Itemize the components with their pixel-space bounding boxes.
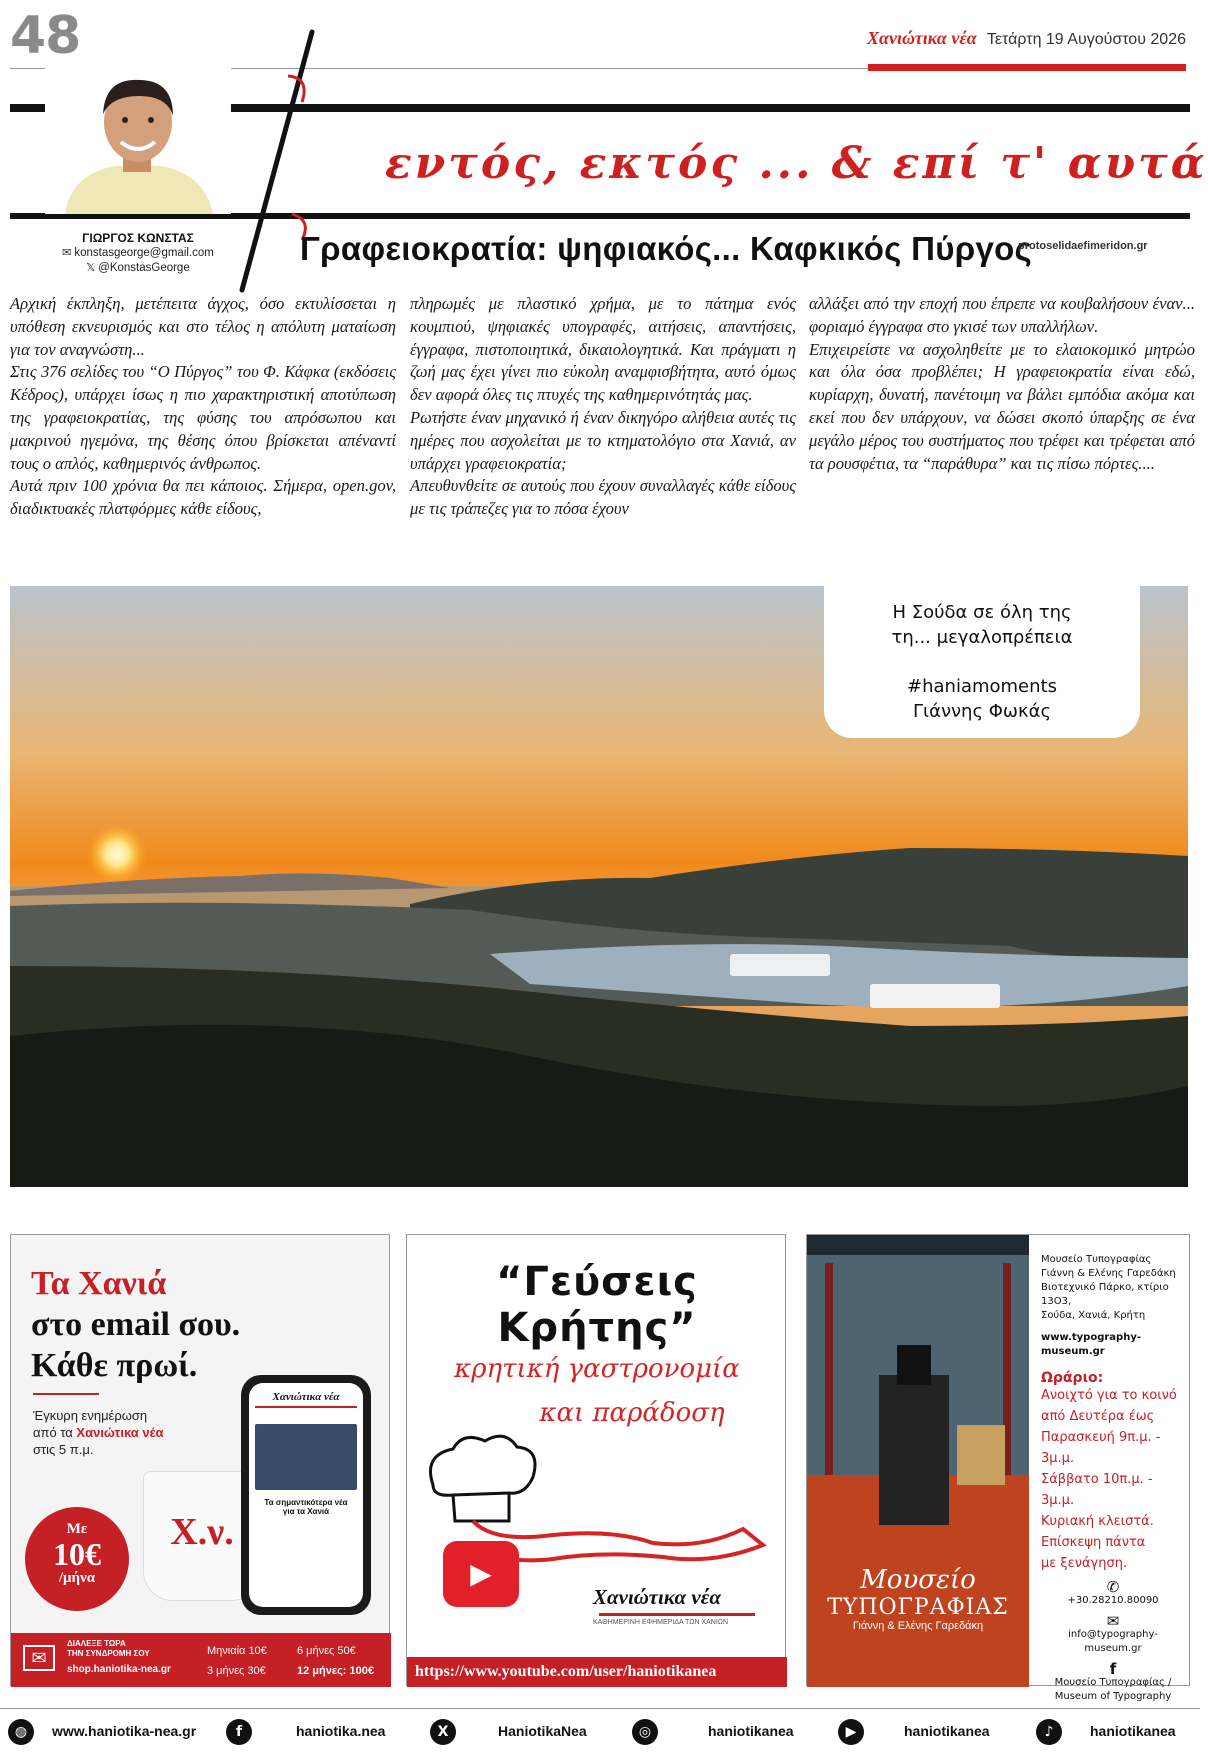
ad-headline-line: στο email σου. <box>31 1306 241 1343</box>
price-option: 3 μήνες 30€ <box>207 1665 266 1677</box>
x-icon[interactable]: X <box>430 1719 456 1745</box>
price-badge <box>25 1507 129 1611</box>
museum-address: Γιάννη & Ελένης Γαρεδάκη <box>1041 1268 1176 1279</box>
article-headline: Γραφειοκρατία: ψηφιακός... Καφκικός Πύργος <box>300 230 1033 267</box>
phone-brand: Χανιώτικα νέα <box>272 1391 340 1403</box>
footer-facebook[interactable]: haniotika.nea <box>296 1723 386 1739</box>
price-option: 12 μήνες: 100€ <box>297 1665 374 1677</box>
author-email[interactable]: konstasgeorge@gmail.com <box>74 247 214 259</box>
price-option: Μηνιαία 10€ <box>207 1645 267 1657</box>
article-column-2 <box>410 293 796 521</box>
article-column-1 <box>10 293 396 521</box>
badge-label: /μήνα <box>58 1570 96 1586</box>
hours-line: Σάββατο 10π.μ. - 3μ.μ. <box>1041 1472 1153 1508</box>
caption-line: τη... μεγαλοπρέπεια <box>891 627 1073 648</box>
ad-info: από τα <box>33 1425 73 1440</box>
mail-icon: ✉ <box>1106 1612 1120 1630</box>
byline <box>48 231 228 276</box>
tastes-of-crete-ad[interactable] <box>406 1234 786 1686</box>
phone-image <box>255 1424 357 1490</box>
header-red-bar <box>868 64 1186 71</box>
paragraph: Ρωτήστε έναν μηχανικό ή έναν δικηγόρο αλήθεια αυτές τις ημέρες που ασχολείται με το κτηματολόγιο στα Χανιά, αν υπάρχει γραφειοκρατία; <box>410 407 796 473</box>
ad-info: Έγκυρη ενημέρωση <box>33 1408 148 1423</box>
youtube-icon[interactable]: ▶ <box>838 1719 864 1745</box>
hours-title: Ωράριο: <box>1041 1370 1104 1386</box>
museum-address: Μουσείο Τυπογραφίας <box>1041 1254 1152 1265</box>
price-option: 6 μήνες 50€ <box>297 1645 356 1657</box>
museum-email[interactable]: info@typography-museum.gr <box>1068 1629 1158 1654</box>
page-number: 48 <box>10 6 81 66</box>
cta-line: ΔΙΑΛΕΞΕ ΤΩΡΑ <box>67 1639 126 1648</box>
author-name: ΓΙΩΡΓΟΣ ΚΩΝΣΤΑΣ <box>82 231 194 245</box>
ad-brand: Χανιώτικα νέα <box>593 1585 721 1609</box>
hours-line: Παρασκευή 9π.μ. - 3μ.μ. <box>1041 1430 1161 1466</box>
footer-youtube[interactable]: haniotikanea <box>904 1723 990 1739</box>
globe-icon: ◍ <box>8 1719 34 1745</box>
phone-mockup <box>241 1375 371 1615</box>
museum-facebook[interactable]: Museum of Typography <box>1054 1691 1172 1702</box>
youtube-play-icon[interactable]: ▶ <box>443 1541 519 1607</box>
paragraph: Στις 376 σελίδες του “Ο Πύργος” του Φ. Κάφκα (εκδόσεις Κέδρος), υπάρχει ίσως η πιο χαρακτηριστική αποτύπωση της γραφειοκρατίας, της φύσης του απρόσωπου και μακρινού ηγεμόνα, της θέσης όπου βρίσκεται απέναντί τους ο απλός, καθημερινός άνθρωπος. <box>10 362 396 473</box>
issue-date: Τετάρτη 19 Αυγούστου 2026 <box>986 31 1186 48</box>
phone-caption: για τα Χανιά <box>282 1507 330 1516</box>
paragraph: Αυτά πριν 100 χρόνια θα πει κάποιος. Σήμερα, open.gov, διαδικτυακές πλατφόρμες κάθε είδους, <box>10 476 396 519</box>
author-twitter[interactable]: @KonstasGeorge <box>98 262 190 274</box>
logo-line: Γιάννη & Ελένης Γαρεδάκη <box>852 1620 984 1632</box>
footer-website[interactable]: www.haniotika-nea.gr <box>52 1723 197 1739</box>
mug-logo: Χ.ν. <box>170 1511 234 1553</box>
ad-headline-line: Τα Χανιά <box>31 1265 167 1302</box>
hours-line: Επίσκεψη πάντα <box>1041 1535 1146 1550</box>
photo-caption <box>824 586 1140 738</box>
museum-facebook[interactable]: Μουσείο Τυπογραφίας / <box>1054 1677 1172 1688</box>
paragraph: αλλάξει από την εποχή που έπρεπε να κουβαλήσουν έναν... φοριαμό έγγραφα στο γκισέ των υπαλλήλων. <box>809 294 1195 336</box>
ad-subtitle: και παράδοση <box>539 1398 725 1428</box>
column-slogan: εντός, εκτός ... & επί τ' αυτά <box>385 138 1208 189</box>
email-subscription-ad[interactable] <box>10 1234 390 1686</box>
subscription-bar[interactable] <box>11 1633 391 1687</box>
hours-line: Κυριακή κλειστά. <box>1041 1514 1154 1529</box>
facebook-icon: f <box>1109 1660 1117 1678</box>
hours-line: με ξενάγηση. <box>1041 1556 1128 1571</box>
museum-address: Βιοτεχνικό Πάρκο, κτίριο 13Ο3, <box>1041 1282 1169 1307</box>
ad-rule <box>599 1613 755 1616</box>
museum-logo <box>807 1565 1029 1632</box>
ad-headline-line: Κάθε πρωί. <box>31 1347 198 1384</box>
museum-address: Σούδα, Χανιά, Κρήτη <box>1041 1310 1146 1321</box>
museum-website[interactable]: www.typography-museum.gr <box>1041 1332 1141 1357</box>
watermark: protoselidaefimeridon.gr <box>1018 240 1148 252</box>
badge-label: Με <box>66 1521 88 1537</box>
photo-credit: Γιάννης Φωκάς <box>912 701 1052 722</box>
ad-info: στις 5 π.μ. <box>33 1442 94 1457</box>
ad-subtitle: κρητική γαστρονομία <box>454 1354 740 1384</box>
typography-museum-ad[interactable] <box>806 1234 1190 1702</box>
hours-line: Ανοιχτό για το κοινό <box>1041 1388 1177 1403</box>
ad-info-brand: Χανιώτικα νέα <box>76 1425 164 1440</box>
caption-hashtag: #haniamoments <box>907 676 1057 697</box>
ad-title: “Γεύσεις Κρήτης” <box>496 1259 698 1351</box>
instagram-icon[interactable]: ◎ <box>632 1719 658 1745</box>
caption-line: Η Σούδα σε όλη της <box>892 602 1072 623</box>
hours-line: από Δευτέρα έως <box>1041 1409 1155 1424</box>
ad-rule <box>33 1393 99 1395</box>
mail-icon: ✉ <box>62 247 72 259</box>
logo-line: Μουσείο <box>860 1565 976 1595</box>
phone-icon: ✆ <box>1106 1578 1120 1596</box>
ad-tagline: ΚΑΘΗΜΕΡΙΝΗ ΕΦΗΜΕΡΙΔΑ ΤΩΝ ΧΑΝΙΩΝ <box>593 1619 729 1626</box>
paragraph: Αρχική έκπληξη, μετέπειτα άγχος, όσο εκτυλίσσεται η υπόθεση εκνευρισμός και στο τέλος η απόλυτη ματαίωση για τον αναγνώστη... <box>10 294 396 359</box>
mail-icon: ✉ <box>23 1645 55 1671</box>
tiktok-icon[interactable]: ♪ <box>1036 1719 1062 1745</box>
phone-caption: Τα σημαντικότερα νέα <box>264 1498 348 1507</box>
paragraph: Απευθυνθείτε σε αυτούς που έχουν συναλλαγές κάθε είδους με τις τράπεζες για το πόσα έχουν <box>410 476 796 519</box>
museum-phone[interactable]: +30.28210.80090 <box>1067 1595 1159 1606</box>
footer-x[interactable]: HaniotikaNea <box>498 1723 587 1739</box>
brand-name: Χανιώτικα νέα <box>867 28 977 48</box>
cta-line: ΤΗΝ ΣΥΝΔΡΟΜΗ ΣΟΥ <box>67 1649 150 1658</box>
shop-link[interactable]: shop.haniotika-nea.gr <box>67 1664 171 1675</box>
museum-photo <box>807 1235 1029 1687</box>
masthead <box>867 28 1186 49</box>
article-column-3 <box>809 293 1195 475</box>
badge-price: 10€ <box>53 1536 101 1572</box>
footer-instagram[interactable]: haniotikanea <box>708 1723 794 1739</box>
facebook-icon[interactable]: f <box>226 1719 252 1745</box>
paragraph: πληρωμές με πλαστικό χρήμα, με το πάτημα ενός κουμπιού, ψηφιακές υπογραφές, αιτήσεις, απαντήσεις, έγγραφα, πιστοποιητικά, δικαιολογητικά. Και πράγματι η ζωή μας έχει γίνει πιο εύκολη αναμφισβήτητα, αυτό όμως δεν αφορά όλες τις πτυχές της καθημερινότητάς μας. <box>410 294 796 405</box>
paragraph: Επιχειρείστε να ασχοληθείτε με το ελαιοκομικό μητρώο και όλα όσα προβλέπει; Η γραφειοκρατία είναι εδώ, κυρίαρχη, δυνατή, πανέτοιμη να βάλει εμπόδια ακόμα και εκεί που δεν υπάρχουν, να δώσει σκοπό ύπαρξης σε ένα μεγάλο μέρος του συστήματος που τρέφει και τρέφεται από τα ρουσφέτια, τα “παράθυρα” και τις πίσω πόρτες.... <box>809 339 1195 473</box>
footer-tiktok[interactable]: haniotikanea <box>1090 1723 1176 1739</box>
author-portrait <box>45 66 231 214</box>
logo-line: ΤΥΠΟΓΡΑΦΙΑΣ <box>827 1595 1009 1620</box>
youtube-link[interactable]: https://www.youtube.com/user/haniotikanea <box>407 1657 787 1687</box>
social-footer <box>0 1708 1200 1752</box>
x-icon: 𝕏 <box>86 262 96 274</box>
